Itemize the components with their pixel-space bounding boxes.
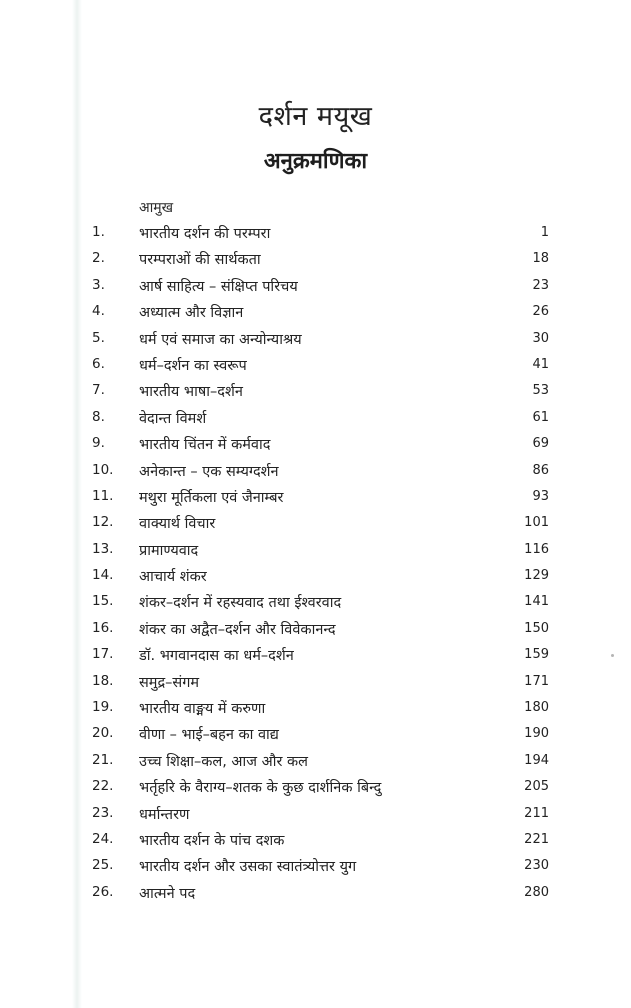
toc-entry [0,721,631,747]
toc-entry-title: भारतीय दर्शन के पांच दशक [139,832,285,849]
toc-entry [0,669,631,695]
toc-entry [0,458,631,484]
toc-entry-title: आर्ष साहित्य – संक्षिप्त परिचय [139,278,298,295]
toc-entry-title: वाक्यार्थ विचार [139,516,216,533]
toc-entry-title: वेदान्त विमर्श [139,410,207,427]
toc-entry [0,352,631,378]
toc-entry [0,695,631,721]
toc-entry-number: 9. [92,435,105,452]
toc-entry-page: 159 [524,647,549,663]
toc-entry-title: शंकर का अद्वैत–दर्शन और विवेकानन्द [139,621,336,638]
toc-entry [0,220,631,246]
toc-entry-title: समुद्र–संगम [139,674,200,691]
toc-entry-number: 5. [92,329,105,346]
toc-entry-page: 1 [540,225,549,240]
toc-entry-page: 93 [532,488,549,504]
toc-entry-number: 17. [92,646,114,663]
toc-entry-number: 24. [92,830,114,847]
toc-entry-number: 21. [92,751,114,768]
toc-entry-title: वीणा – भाई–बहन का वाद्य [139,727,279,744]
toc-entry-page: 101 [524,515,549,531]
toc-preface: आमुख [139,200,174,216]
toc-entry [0,853,631,879]
toc-entry [0,801,631,827]
toc-entry [0,510,631,536]
toc-entry-page: 23 [532,277,549,293]
toc-entry-title: परम्पराओं की सार्थकता [139,252,261,269]
toc-entry-number: 14. [92,567,114,584]
toc-entry-page: 41 [532,356,549,372]
toc-entry [0,299,631,325]
toc-entry-number: 4. [92,303,105,320]
toc-entry-page: 61 [532,409,549,425]
toc-entry-number: 22. [92,778,114,795]
toc-entry [0,431,631,457]
toc-entry-number: 12. [92,514,114,531]
toc-entry-number: 1. [92,224,105,240]
toc-entry-number: 19. [92,699,114,716]
toc-entry-title: मथुरा मूर्तिकला एवं जैनाम्बर [139,489,284,506]
toc-entry-page: 18 [532,251,549,267]
toc-entry-number: 2. [92,250,105,267]
toc-entry [0,774,631,800]
toc-entry-title: आचार्य शंकर [139,569,207,586]
toc-entry-title: भारतीय वाङ्मय में करुणा [139,701,266,718]
toc-entry-page: 190 [524,726,549,742]
toc-entry-title: डॉ. भगवानदास का धर्म–दर्शन [139,648,294,665]
toc-entry-title: अनेकान्त – एक सम्यग्दर्शन [139,463,279,480]
toc-entry-title: प्रामाण्यवाद [139,542,199,559]
toc-entry-title: धर्मान्तरण [139,806,190,823]
toc-entry [0,748,631,774]
toc-entry [0,326,631,352]
toc-entry-title: भारतीय दर्शन की परम्परा [139,226,271,242]
toc-entry-page: 180 [524,700,549,716]
toc-entry-number: 13. [92,540,114,557]
toc-entry-page: 194 [524,752,549,768]
toc-entry-number: 18. [92,672,114,689]
toc-entry-page: 230 [524,858,549,874]
toc-entry-page: 86 [532,462,549,478]
toc-entry-title: अध्यात्म और विज्ञान [139,305,244,322]
toc-entry-page: 205 [524,779,549,795]
toc-entry [0,484,631,510]
toc-entry-title: भारतीय भाषा–दर्शन [139,384,243,401]
toc-heading: अनुक्रमणिका [263,149,368,174]
toc-entry-title: शंकर–दर्शन में रहस्यवाद तथा ईश्वरवाद [139,595,342,612]
toc-entry [0,273,631,299]
toc-entry-page: 280 [524,884,549,900]
toc-entry-page: 30 [532,330,549,346]
toc-entry-title: आत्मने पद [139,885,196,902]
toc-entry [0,563,631,589]
toc-entry-title: भारतीय दर्शन और उसका स्वातंत्र्योत्तर युग [139,859,357,876]
toc-entry-number: 10. [92,461,114,478]
toc-entry-page: 171 [524,673,549,689]
toc-entry [0,880,631,906]
toc-entry-page: 150 [524,620,549,636]
toc-entry-page: 26 [532,304,549,320]
toc-entry-number: 8. [92,408,105,425]
toc-entry-page: 53 [532,383,549,399]
toc-entry [0,589,631,615]
toc-entry-number: 15. [92,593,114,610]
toc-entry-number: 23. [92,804,114,821]
toc-entry-page: 221 [524,831,549,847]
toc-entry-number: 16. [92,619,114,636]
toc-entry [0,537,631,563]
toc-entry-number: 25. [92,857,114,874]
toc-entry-number: 20. [92,725,114,742]
toc-entry [0,405,631,431]
toc-entry-page: 69 [532,436,549,452]
toc-entry-page: 116 [524,541,549,557]
toc-entry-number: 3. [92,276,105,293]
toc-entry-page: 141 [524,594,549,610]
toc-entry-page: 211 [524,805,549,821]
toc-entry-title: भर्तृहरि के वैराग्य–शतक के कुछ दार्शनिक बिन्दु [139,780,382,797]
toc-entry [0,642,631,668]
book-title: दर्शन मयूख [258,101,373,132]
toc-entry-number: 11. [92,487,114,504]
toc-entry-title: धर्म–दर्शन का स्वरूप [139,357,247,374]
toc-entry-number: 6. [92,355,105,372]
paper-speck [611,654,614,657]
toc-entry [0,246,631,272]
toc-entry-page: 129 [524,568,549,584]
toc-list [0,220,631,906]
toc-entry [0,378,631,404]
toc-entry-number: 7. [92,382,105,399]
toc-entry [0,827,631,853]
toc-entry-title: उच्च शिक्षा–कल, आज और कल [139,753,308,770]
toc-entry-title: भारतीय चिंतन में कर्मवाद [139,437,271,454]
toc-entry-title: धर्म एवं समाज का अन्योन्याश्रय [139,331,302,348]
toc-entry [0,616,631,642]
toc-entry-number: 26. [92,883,114,900]
